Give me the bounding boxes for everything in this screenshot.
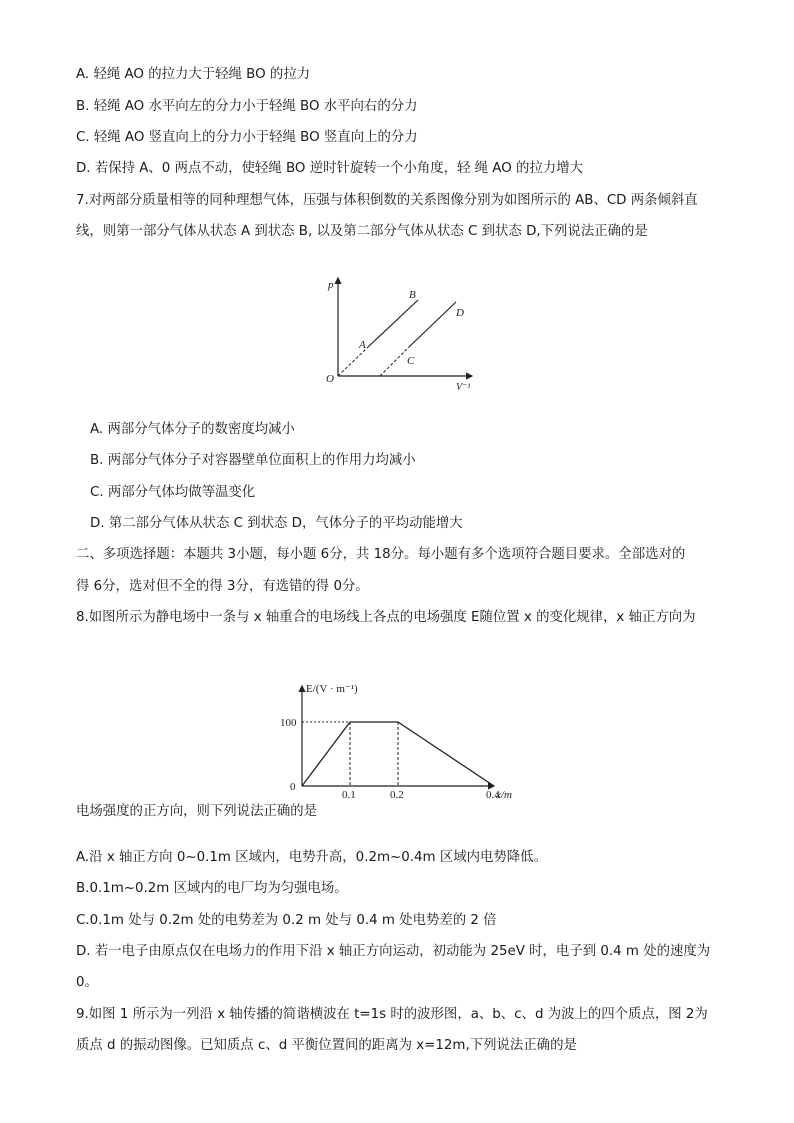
- q8-xtick-label: 0.4: [486, 789, 500, 801]
- q8-ytick-100: 100: [280, 717, 297, 729]
- section2-line1: 二、多项选择题：本题共 3小题，每小题 6分，共 18分。每小题有多个选项符合题目要求。全部选对的: [76, 547, 686, 562]
- q8-data-segment: [398, 722, 494, 786]
- q8-xtick-label: 0.1: [342, 789, 356, 801]
- q7-line-dashed-c: [380, 347, 409, 376]
- q9-stem-line1: 9.如图 1 所示为一列沿 x 轴传播的简谐横波在 t=1s 时的波形图，a、b、c、d 为波上的四个质点，图 2为: [76, 1007, 708, 1022]
- q7-option-c: C. 两部分气体均做等温变化: [90, 485, 256, 500]
- q7-point-d: D: [456, 307, 464, 319]
- q7-option-d: D. 第二部分气体从状态 C 到状态 D，气体分子的平均动能增大: [90, 516, 463, 531]
- q6-option-c: C. 轻绳 AO 竖直向上的分力小于轻绳 BO 竖直向上的分力: [76, 130, 418, 145]
- q8-option-c: C.0.1m 处与 0.2m 处的电势差为 0.2 m 处与 0.4 m 处电势差的 2 倍: [76, 913, 497, 928]
- q7-origin-label: O: [326, 373, 334, 385]
- q7-point-c: C: [407, 355, 415, 367]
- q8-y-label: E/(V · m⁻¹): [306, 683, 358, 695]
- q7-line-cd: [409, 302, 456, 347]
- q8-xtick-label: 0.2: [390, 789, 404, 801]
- q7-option-b: B. 两部分气体分子对容器壁单位面积上的作用力均减小: [90, 453, 416, 468]
- section2-line2: 得 6分，选对但不全的得 3分，有选错的得 0分。: [76, 579, 369, 594]
- q7-stem-line2: 线，则第一部分气体从状态 A 到状态 B, 以及第二部分气体从状态 C 到状态 D,下列说法正确的是: [76, 224, 648, 239]
- q6-option-b: B. 轻绳 AO 水平向左的分力小于轻绳 BO 水平向右的分力: [76, 99, 418, 114]
- q7-point-b: B: [409, 289, 416, 301]
- q7-line-oa-dashed: [338, 347, 368, 376]
- q8-stem-line2: 电场强度的正方向，则下列说法正确的是: [76, 804, 318, 819]
- q7-stem-line1: 7.对两部分质量相等的同种理想气体，压强与体积倒数的关系图像分别为如图所示的 AB、CD 两条倾斜直: [76, 193, 698, 208]
- q8-option-d-line2: 0。: [76, 975, 98, 990]
- q7-option-a: A. 两部分气体分子的数密度均减小: [90, 422, 295, 437]
- q8-e-x-chart: [272, 680, 522, 802]
- q8-option-a: A.沿 x 轴正方向 0~0.1m 区域内，电势升高，0.2m~0.4m 区域内电势降低。: [76, 850, 547, 865]
- q8-stem-line1: 8.如图所示为静电场中一条与 x 轴重合的电场线上各点的电场强度 E随位置 x 的变化规律，x 轴正方向为: [76, 610, 696, 625]
- q6-option-d: D. 若保持 A、0 两点不动，使轻绳 BO 逆时针旋转一个小角度，轻 绳 AO 的拉力增大: [76, 161, 583, 176]
- q7-point-a: A: [359, 339, 366, 351]
- q9-stem-line2: 质点 d 的振动图像。已知质点 c、d 平衡位置间的距离为 x=12m,下列说法正确的是: [76, 1038, 577, 1053]
- q7-x-label: V⁻¹: [456, 382, 471, 393]
- q7-line-ab: [368, 300, 418, 347]
- q8-option-d-line1: D. 若一电子由原点仅在电场力的作用下沿 x 轴正方向运动，初动能为 25eV 时，电子到 0.4 m 处的速度为: [76, 944, 711, 959]
- q8-option-b: B.0.1m~0.2m 区域内的电厂均为匀强电场。: [76, 881, 348, 896]
- q6-option-a: A. 轻绳 AO 的拉力大于轻绳 BO 的拉力: [76, 67, 311, 82]
- q8-ytick-0: 0: [290, 781, 296, 793]
- q8-data-segment: [302, 722, 350, 786]
- q7-y-label: p: [328, 279, 334, 291]
- q8-x-label: x/m: [496, 789, 512, 801]
- q7-pv-graph: [316, 270, 486, 398]
